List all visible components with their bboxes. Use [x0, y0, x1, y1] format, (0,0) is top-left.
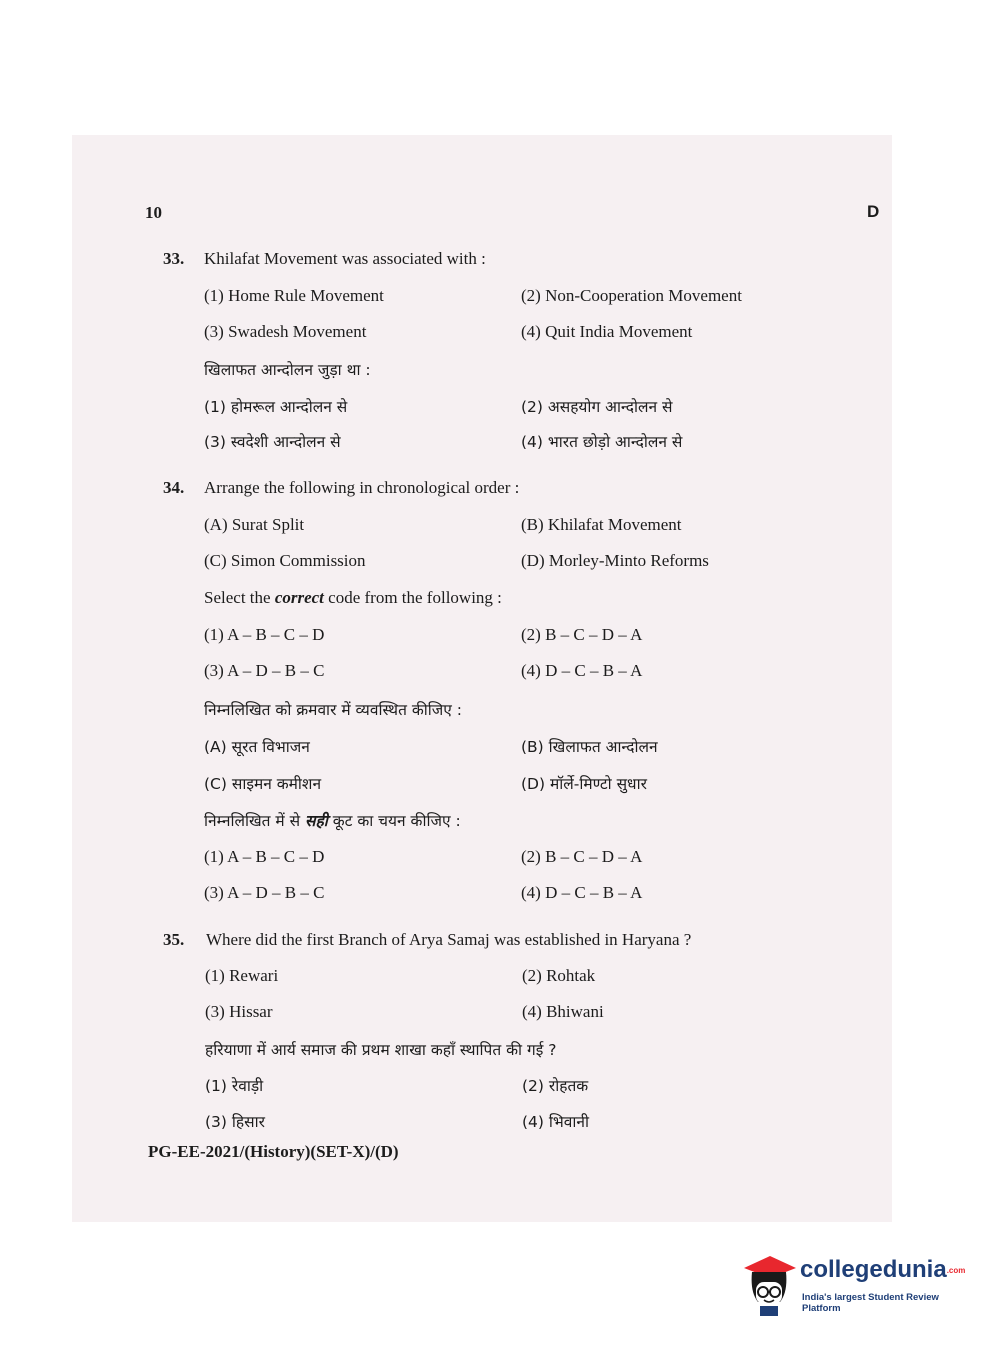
option-en: (2) Non-Cooperation Movement — [521, 286, 742, 305]
option-hi: (2) B – C – D – A — [521, 847, 643, 866]
option-hi: (1) होमरूल आन्दोलन से — [204, 398, 348, 416]
brand-name: collegedunia — [800, 1256, 947, 1283]
question-stem-hi: खिलाफत आन्दोलन जुड़ा था : — [204, 361, 371, 379]
question-stem-en: Where did the first Branch of Arya Samaj was established in Haryana ? — [206, 930, 692, 949]
option-en: (1) A – B – C – D — [204, 625, 325, 644]
mascot-icon — [740, 1252, 798, 1320]
option-en: (4) D – C – B – A — [521, 661, 643, 680]
option-hi: (4) भारत छोड़ो आन्दोलन से — [521, 433, 683, 451]
emphasis: सही — [305, 812, 328, 830]
question-33 — [163, 249, 486, 269]
paper-code-footer: PG-EE-2021/(History)(SET-X)/(D) — [148, 1142, 399, 1161]
question-number: 34. — [163, 478, 185, 497]
option-en: (4) Bhiwani — [522, 1002, 604, 1021]
option-hi: (4) D – C – B – A — [521, 883, 643, 902]
option-en: (3) Swadesh Movement — [204, 322, 367, 341]
list-item-en: (D) Morley-Minto Reforms — [521, 551, 709, 570]
list-item-hi: (D) मॉर्ले-मिण्टो सुधार — [521, 775, 647, 793]
question-stem-en: Arrange the following in chronological order : — [204, 478, 520, 497]
option-hi: (3) स्वदेशी आन्दोलन से — [204, 433, 341, 451]
question-34 — [163, 478, 519, 498]
option-en: (2) B – C – D – A — [521, 625, 643, 644]
question-stem-hi: निम्नलिखित को क्रमवार में व्यवस्थित कीजिए : — [204, 701, 463, 719]
question-35 — [163, 930, 691, 950]
list-item-en: (A) Surat Split — [204, 515, 305, 534]
option-en: (1) Home Rule Movement — [204, 286, 384, 305]
brand-tagline: India's largest Student Review Platform — [802, 1292, 939, 1314]
question-number: 33. — [163, 249, 185, 268]
option-en: (2) Rohtak — [522, 966, 596, 985]
list-item-hi: (C) साइमन कमीशन — [204, 775, 322, 793]
page-number: 10 — [145, 203, 162, 222]
option-hi: (1) रेवाड़ी — [205, 1077, 264, 1095]
list-item-en: (C) Simon Commission — [204, 551, 366, 570]
emphasis: correct — [274, 588, 324, 607]
option-en: (4) Quit India Movement — [521, 322, 693, 341]
set-letter: D — [867, 202, 880, 221]
list-item-en: (B) Khilafat Movement — [521, 515, 682, 534]
option-hi: (3) हिसार — [205, 1113, 265, 1131]
question-stem-en: Khilafat Movement was associated with : — [204, 249, 486, 268]
select-code-instruction-hi: निम्नलिखित में से सही कूट का चयन कीजिए : — [204, 812, 461, 830]
option-hi: (2) रोहतक — [522, 1077, 589, 1095]
list-item-hi: (A) सूरत विभाजन — [204, 738, 310, 756]
option-hi: (3) A – D – B – C — [204, 883, 325, 902]
option-en: (1) Rewari — [205, 966, 279, 985]
question-stem-hi: हरियाणा में आर्य समाज की प्रथम शाखा कहाँ स्थापित की गई ? — [205, 1041, 557, 1059]
option-hi: (1) A – B – C – D — [204, 847, 325, 866]
list-item-hi: (B) खिलाफत आन्दोलन — [521, 738, 658, 756]
option-en: (3) A – D – B – C — [204, 661, 325, 680]
brand-suffix: .com — [946, 1266, 966, 1276]
question-number: 35. — [163, 930, 185, 949]
option-hi: (2) असहयोग आन्दोलन से — [521, 398, 673, 416]
option-hi: (4) भिवानी — [522, 1113, 590, 1131]
collegedunia-logo — [740, 1252, 970, 1322]
option-en: (3) Hissar — [205, 1002, 273, 1021]
select-code-instruction-en: Select the correct code from the following : — [204, 588, 502, 607]
